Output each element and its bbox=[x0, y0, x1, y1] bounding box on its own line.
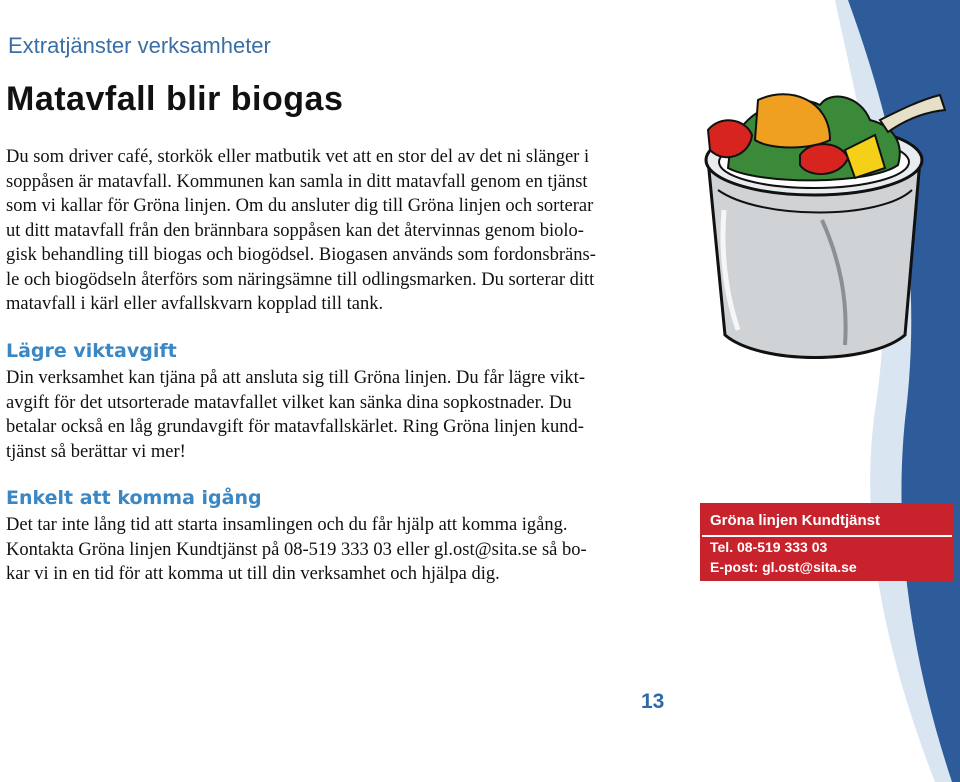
text-line: Kontakta Gröna linjen Kundtjänst på 08-519 333 03 eller gl.ost@sita.se så bo- bbox=[6, 539, 587, 560]
text-line: som vi kallar för Gröna linjen. Om du ansluter dig till Gröna linjen och sorterar bbox=[6, 196, 594, 216]
text-line: tjänst så berättar vi mer! bbox=[6, 441, 186, 462]
text-line: ut ditt matavfall från den brännbara soppåsen kan det återvinnas genom biolo- bbox=[6, 220, 584, 241]
text-line: betalar också en låg grundavgift för matavfallskärlet. Ring Gröna linjen kund- bbox=[6, 417, 584, 437]
text-line: soppåsen är matavfall. Kommunen kan samla in ditt matavfall genom en tjänst bbox=[6, 171, 588, 192]
heading-lower-weight-fee: Lägre viktavgift bbox=[6, 340, 177, 362]
contact-box-details bbox=[702, 537, 952, 579]
text-line: Din verksamhet kan tjäna på att ansluta sig till Gröna linjen. Du får lägre vikt- bbox=[6, 368, 585, 388]
contact-email: E-post: gl.ost@sita.se bbox=[710, 559, 857, 575]
text-line: matavfall i kärl eller avfallskvarn kopplad till tank. bbox=[6, 294, 384, 314]
heading-easy-start: Enkelt att komma igång bbox=[6, 487, 262, 509]
text-line: gisk behandling till biogas och biogödsel. Biogasen används som fordonsbräns- bbox=[6, 245, 596, 265]
text-line: Du som driver café, storkök eller matbutik vet att en stor del av det ni slänger i bbox=[6, 147, 590, 167]
contact-phone: Tel. 08-519 333 03 bbox=[710, 539, 828, 555]
text-line: avgift för det utsorterade matavfallet vilket kan sänka dina sopkostnader. Du bbox=[6, 392, 572, 413]
contact-box bbox=[700, 503, 954, 581]
paragraph-easy-start bbox=[6, 513, 656, 587]
contact-box-title: Gröna linjen Kundtjänst bbox=[702, 505, 952, 535]
text-line: le och biogödseln återförs som näringsämne till odlingsmarken. Du sorterar ditt bbox=[6, 269, 595, 290]
intro-paragraph bbox=[6, 145, 656, 317]
page-number: 13 bbox=[641, 690, 665, 713]
text-line: Det tar inte lång tid att starta insamlingen och du får hjälp att komma igång. bbox=[6, 515, 568, 535]
paragraph-lower-weight-fee bbox=[6, 366, 656, 464]
page-title: Matavfall blir biogas bbox=[6, 80, 344, 118]
text-line: kar vi in en tid för att komma ut till din verksamhet och hjälpa dig. bbox=[6, 564, 500, 584]
section-label: Extratjänster verksamheter bbox=[8, 33, 271, 58]
